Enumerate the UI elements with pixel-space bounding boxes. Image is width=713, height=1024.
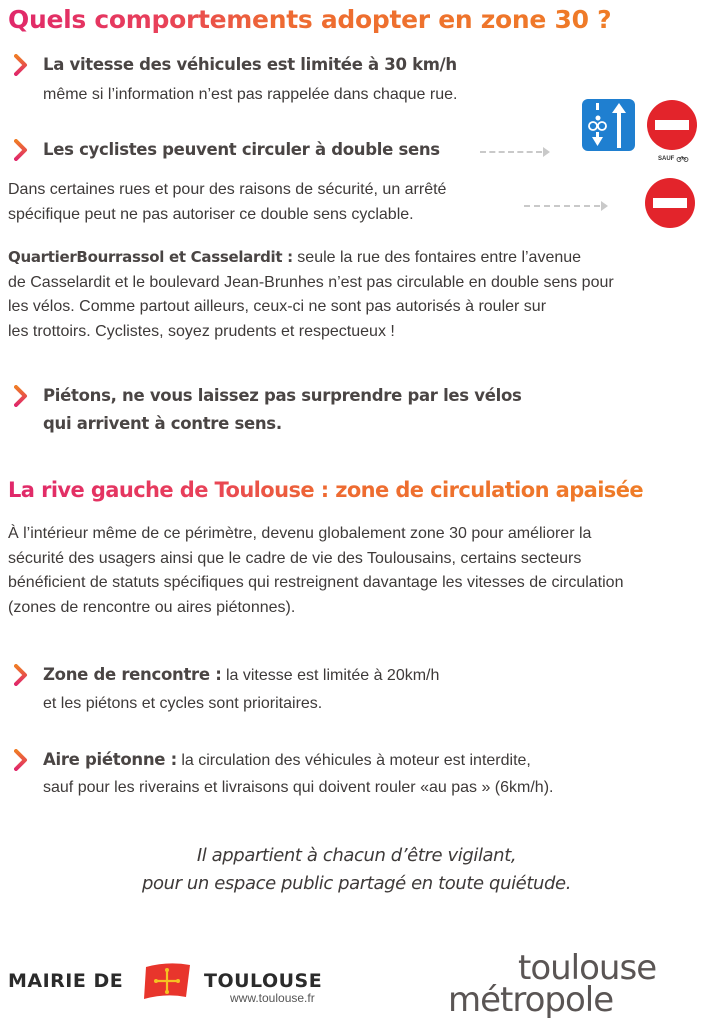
zone-rencontre-label: Zone de rencontre : [43,665,222,684]
closing-quote-line2: pour un espace public partagé en toute quiétude. [141,873,572,894]
bullet-speed-heading: La vitesse des véhicules est limitée à 30 km/h [43,55,457,74]
mairie-url[interactable]: www.toulouse.fr [230,991,315,1005]
bullet-speed-text: même si l’information n’est pas rappelée dans chaque rue. [43,86,458,103]
closing-quote-line1: Il appartient à chacun d’être vigilant, [196,845,517,866]
intro-line: sécurité des usagers ainsi que le cadre de vie des Toulousains, certains secteurs [8,549,582,567]
dashed-arrow-line [524,205,600,207]
bullet-cyclists-heading: Les cyclistes peuvent circuler à double sens [43,140,440,159]
chevron-right-icon [14,749,28,771]
no-entry-sign-icon [645,178,695,228]
arrow-head-icon [601,201,608,211]
page-title [8,5,611,34]
occitan-cross-flag-logo [142,961,194,1001]
quartier-line: les trottoirs. Cyclistes, soyez prudents et respectueux ! [8,322,395,340]
quartier-label: QuartierBourrassol et Casselardit : [8,248,293,266]
double-sens-note [8,178,446,227]
chevron-right-icon [14,54,28,76]
pietons-heading-line2: qui arrivent à contre sens. [43,414,282,433]
quartier-text: seule la rue des fontaires entre l’avenue [292,249,582,266]
note-line: Dans certaines rues et pour des raisons de sécurité, un arrêté [8,181,447,198]
mairie-logo-right: TOULOUSE [204,970,323,992]
aire-pietonne-text: la circulation des véhicules à moteur est interdite, [176,752,531,769]
two-way-bike-lane-sign-icon [582,99,635,151]
section-title-part2: : zone de circulation apaisée [313,478,643,502]
section-title-part1: La rive gauche de Toulouse [8,478,314,502]
sign-caption-text: SAUF [658,156,675,163]
intro-line: bénéficient de statuts spécifiques qui restreignent davantage les vitesses de circulation [8,574,624,591]
aire-pietonne-label: Aire piétonne : [43,750,177,769]
chevron-right-icon [14,139,28,161]
pietons-heading-line1: Piétons, ne vous laissez pas surprendre par les vélos [43,386,522,405]
sign-caption [658,155,690,162]
dashed-arrow-line [480,151,542,153]
quartier-paragraph [8,245,614,344]
aire-pietonne-line1 [43,748,531,773]
mairie-logo-left: MAIRIE DE [8,970,124,992]
metropole-logo-line1: toulouse [518,948,657,988]
quartier-line: les vélos. Comme partout ailleurs, ceux-ci ne sont pas autorisés à rouler sur [8,298,547,315]
note-line: spécifique peut ne pas autoriser ce double sens cyclable. [8,205,414,223]
aire-pietonne-line2: sauf pour les riverains et livraisons qui doivent rouler «au pas » (6km/h). [43,779,554,796]
metropole-logo-line2: métropole [448,980,614,1020]
page-title-part1: Quels comportements [8,5,313,34]
zone-rencontre-line1 [43,663,439,688]
page-title-part2: adopter en zone 30 ? [312,5,612,34]
no-entry-sign-icon [647,100,697,150]
chevron-right-icon [14,664,28,686]
chevron-right-icon [14,385,28,407]
arrow-head-icon [543,147,550,157]
intro-line: À l’intérieur même de ce périmètre, devenu globalement zone 30 pour améliorer la [8,525,592,542]
zone-rencontre-text: la vitesse est limitée à 20km/h [221,667,440,684]
zone-rencontre-line2: et les piétons et cycles sont prioritaires. [43,695,323,712]
bicycle-icon [676,155,690,162]
quartier-line: de Casselardit et le boulevard Jean-Brunhes n’est pas circulable en double sens pour [8,273,614,291]
rive-gauche-intro [8,522,623,620]
intro-line: (zones de rencontre ou aires piétonnes). [8,598,296,616]
section-title-rive-gauche [8,478,643,502]
